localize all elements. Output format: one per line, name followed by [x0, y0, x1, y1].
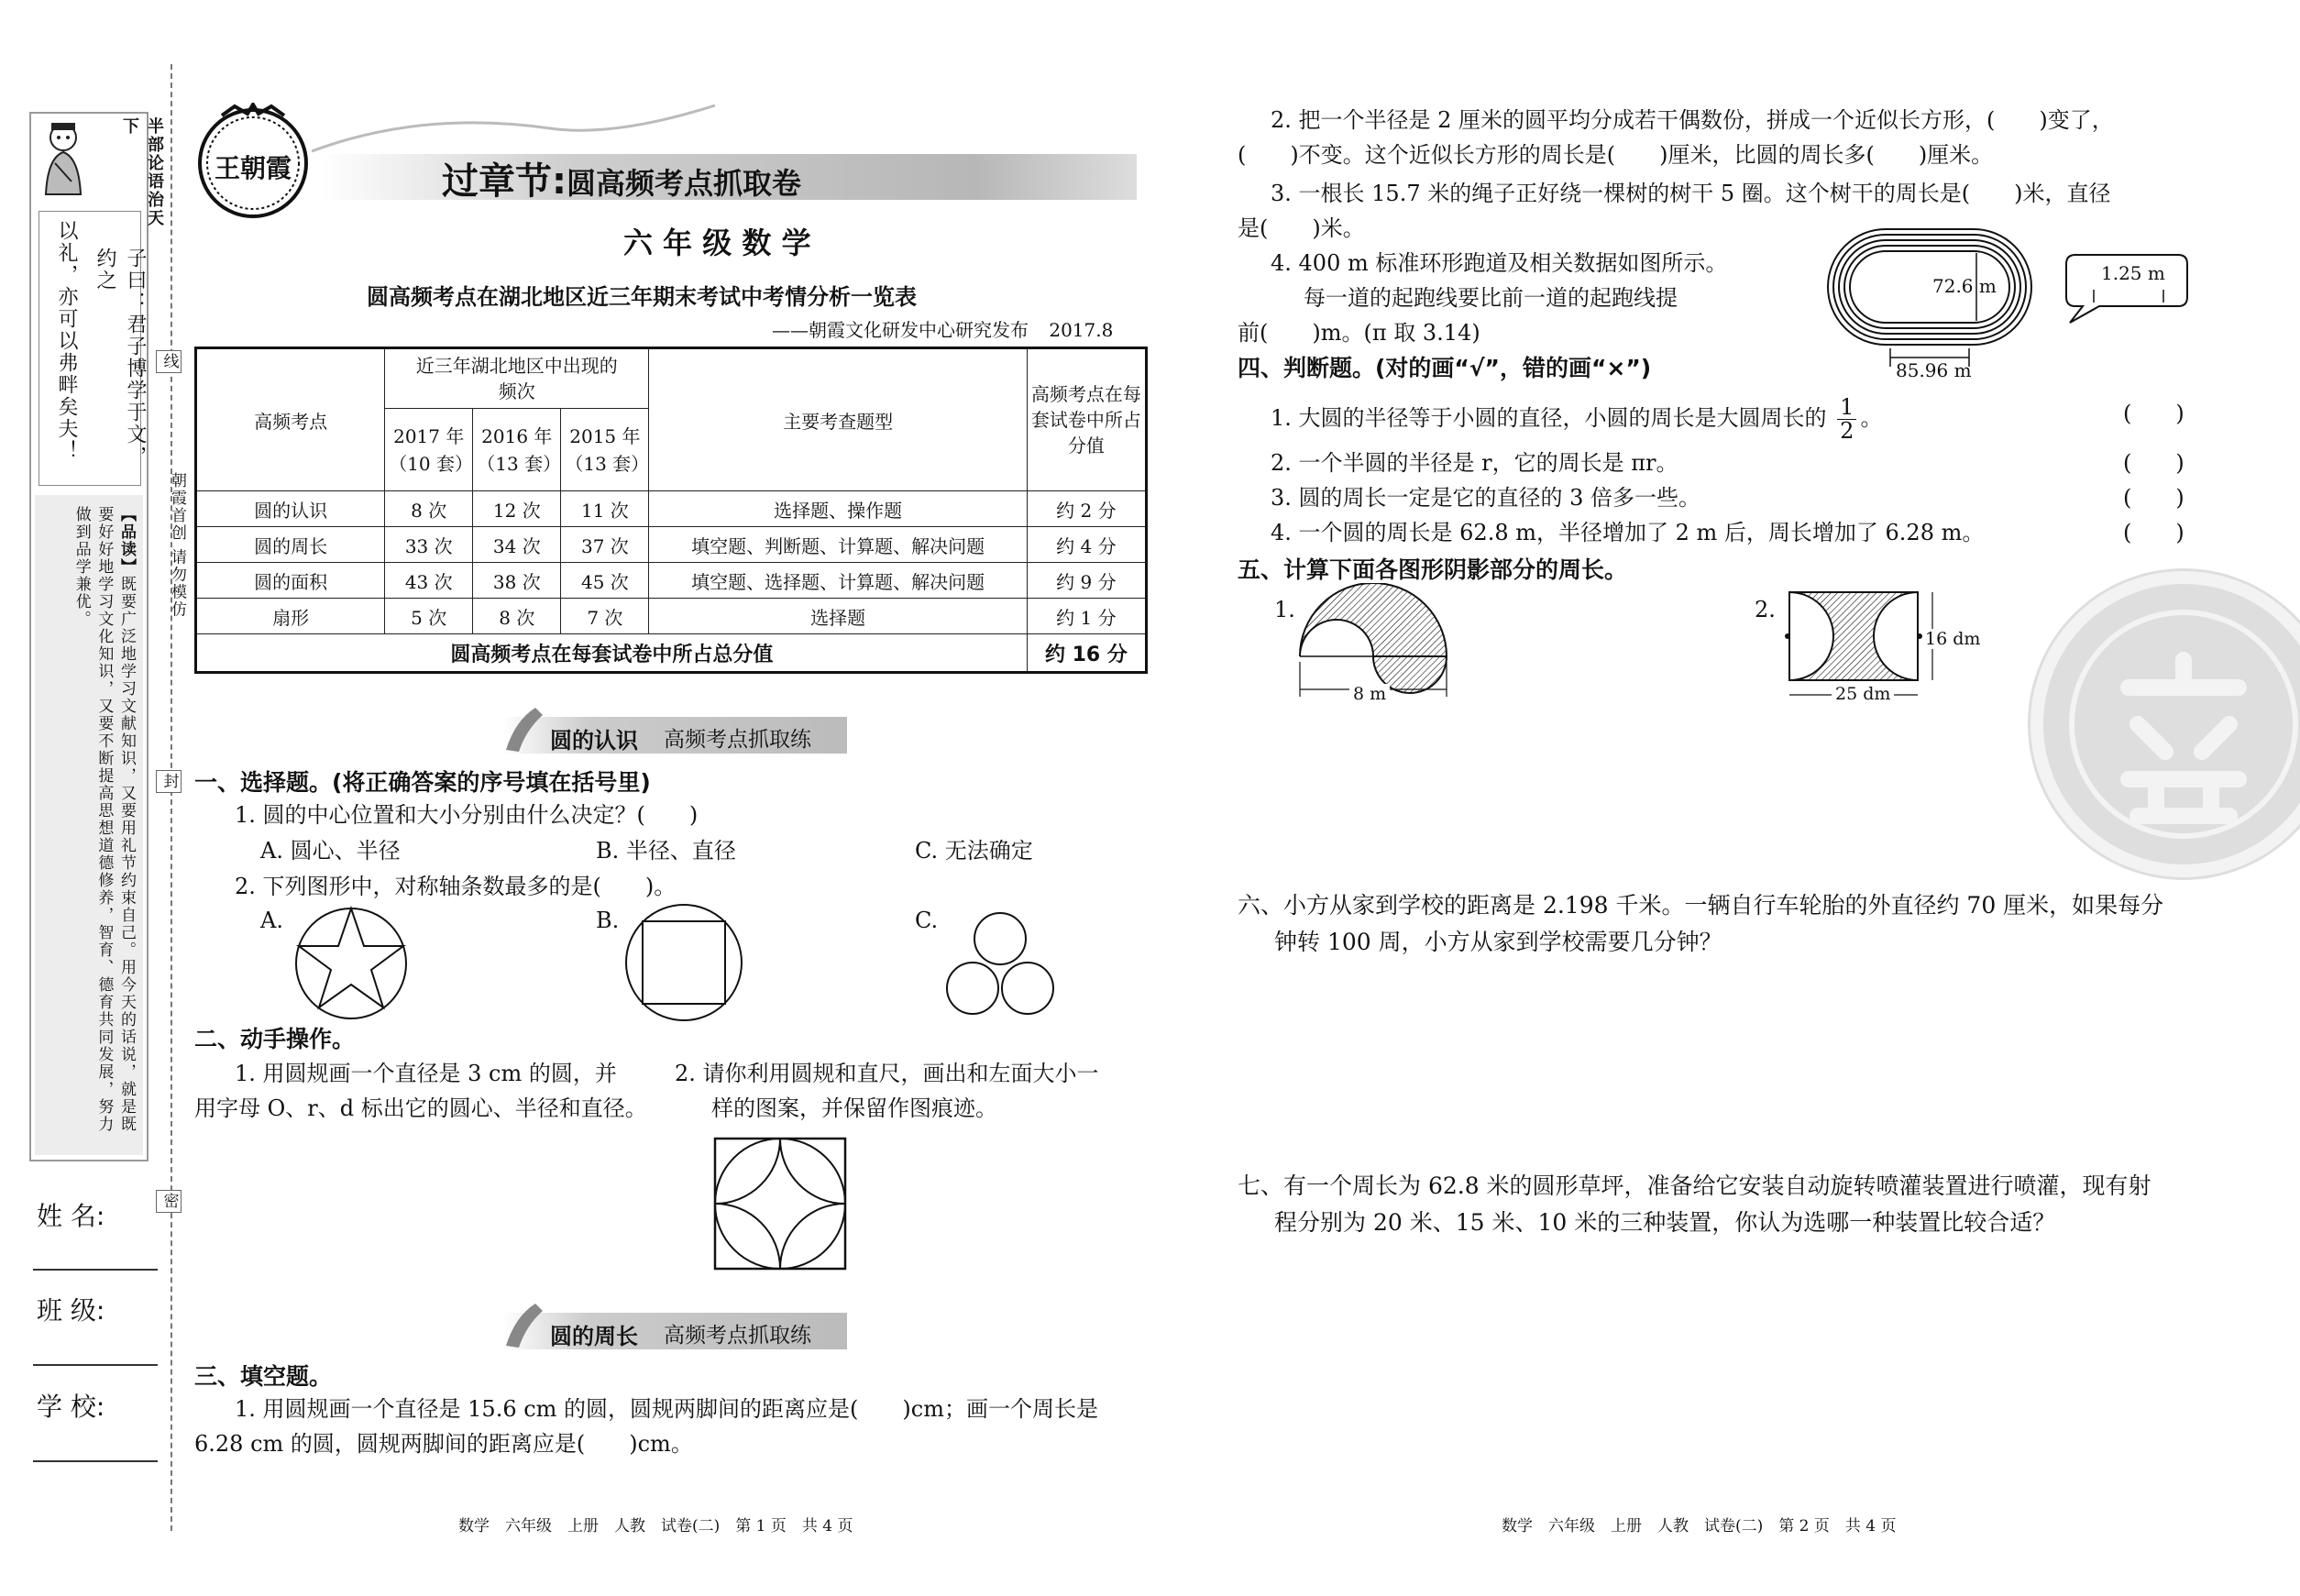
footer-right: 数学 六年级 上册 人教 试卷(二) 第 2 页 共 4 页 — [1502, 1517, 1897, 1535]
s2-q1-line2: 用字母 O、r、d 标出它的圆心、半径和直径。 — [194, 1095, 647, 1121]
s4-q4-answer[interactable]: ( ) — [2123, 520, 2184, 545]
school-line — [33, 1460, 158, 1462]
fraction-half — [1837, 396, 1856, 443]
cell-topic: 圆的面积 — [196, 563, 385, 599]
name-label: 姓 名: — [37, 1201, 105, 1231]
cell-2015: 37 次 — [561, 527, 649, 563]
title-main: 过章节 — [442, 160, 552, 203]
total-value: 约 16 分 — [1027, 634, 1146, 673]
cell-score: 约 1 分 — [1027, 599, 1146, 634]
s4-q4: 4. 一个圆的周长是 62.8 m，半径增加了 2 m 后，周长增加了 6.28 m。 — [1271, 520, 1985, 545]
s4-q3-answer[interactable]: ( ) — [2123, 485, 2184, 511]
s3-q2-line2: ( )不变。这个近似长方形的周长是( )厘米，比圆的周长多( )厘米。 — [1238, 142, 1994, 168]
s2-q2-line1: 2. 请你利用圆规和直尺，画出和左面大小一 — [675, 1061, 1099, 1086]
cell-topic: 圆的周长 — [196, 527, 385, 563]
table-total-row — [196, 634, 1147, 673]
title-ribbon — [312, 101, 724, 156]
cell-2015: 7 次 — [561, 599, 649, 634]
th-2016: 2016 年（13 套） — [473, 409, 561, 491]
s5-num-2: 2. — [1755, 597, 1776, 622]
s1-q2-label-b: B. — [596, 908, 620, 933]
class-label: 班 级: — [37, 1295, 105, 1326]
lane-width-label: 1.25 m — [2101, 262, 2165, 284]
s4-title: 四、判断题。(对的画“√”，错的画“×”) — [1238, 355, 1652, 381]
s1-title: 一、选择题。(将正确答案的序号填在括号里) — [194, 769, 651, 796]
cell-2016: 8 次 — [473, 599, 561, 634]
s6-line2: 钟转 100 周，小方从家到学校需要几分钟？ — [1274, 929, 1722, 955]
binding-mark-xian: 线 — [156, 350, 182, 373]
s7-line1: 七、有一个周长为 62.8 米的圆形草坪，准备给它安装自动旋转喷灌装置进行喷灌，现有射 — [1238, 1172, 2151, 1199]
cell-score: 约 4 分 — [1027, 527, 1146, 563]
pinread-tag: 【品读】 — [117, 506, 136, 576]
s1-q1-b: B. 半径、直径 — [596, 838, 736, 864]
th-freq: 近三年湖北地区中出现的频次 — [385, 348, 649, 409]
banner-2-rest: 高频考点抓取练 — [664, 1324, 811, 1348]
s4-q1 — [1271, 396, 1882, 443]
cell-score: 约 2 分 — [1027, 491, 1146, 527]
cell-topic: 扇形 — [196, 599, 385, 634]
title-sub: 圆高频考点抓取卷 — [567, 166, 802, 201]
source-year: 2017.8 — [1049, 319, 1114, 341]
s3-q1-line2: 6.28 cm 的圆，圆规两脚间的距离应是( )cm。 — [194, 1431, 693, 1457]
s1-q1: 1. 圆的中心位置和大小分别由什么决定？( ) — [235, 802, 699, 828]
s3-q4-line2: 每一道的起跑线要比前一道的起跑线提 — [1304, 285, 1678, 311]
sidebar-quote-1: 子曰：君子博学于文，约之 — [94, 248, 147, 468]
stats-table — [194, 347, 1148, 674]
stats-table-wrap — [194, 347, 1148, 674]
table-row — [196, 491, 1147, 527]
s1-q2-label-c: C. — [915, 908, 939, 933]
s3-q3-line2: 是( )米。 — [1238, 215, 1365, 241]
sidebar-motto: 半部论语治天下 — [120, 117, 164, 227]
s4-q1-text: 1. 大圆的半径等于小圆的直径，小圆的周长是大圆周长的 — [1271, 405, 1827, 432]
th-2015: 2015 年（13 套） — [561, 409, 649, 491]
logo — [194, 103, 312, 220]
track-width-label: 72.6 m — [1932, 275, 1997, 297]
sidebar-portrait — [35, 117, 92, 196]
s2-q2-line2: 样的图案，并保留作图痕迹。 — [711, 1095, 997, 1121]
figure-1-dim: 8 m — [1349, 684, 1390, 704]
banner-1-bold: 圆的认识 — [550, 728, 638, 754]
cell-2017: 5 次 — [385, 599, 473, 634]
logo-text: 王朝霞 — [214, 153, 292, 183]
s3-q2-line1: 2. 把一个半径是 2 厘米的圆平均分成若干偶数份，拼成一个近似长方形，( )变了， — [1271, 107, 2114, 133]
s5-num-1: 1. — [1274, 597, 1295, 622]
sidebar-pinread — [42, 506, 138, 1148]
table-source — [772, 315, 1113, 342]
class-line — [33, 1364, 158, 1366]
cell-score: 约 9 分 — [1027, 563, 1146, 599]
petal-pattern-figure — [713, 1137, 847, 1271]
s7-line2: 程分别为 20 米、15 米、10 米的三种装置，你认为选哪一种装置比较合适？ — [1274, 1209, 2056, 1236]
s1-q1-a: A. 圆心、半径 — [260, 838, 401, 864]
footer-left: 数学 六年级 上册 人教 试卷(二) 第 1 页 共 4 页 — [458, 1517, 853, 1535]
s3-q3-line1: 3. 一根长 15.7 米的绳子正好绕一棵树的树干 5 圈。这个树干的周长是( )米，直径 — [1271, 181, 2111, 206]
cell-2015: 45 次 — [561, 563, 649, 599]
section-banner-2 — [502, 1313, 847, 1349]
name-line — [33, 1269, 158, 1271]
s4-q1-end: 。 — [1860, 405, 1883, 432]
total-label: 圆高频考点在每套试卷中所占总分值 — [196, 634, 1028, 673]
track-length-label: 85.96 m — [1896, 359, 1972, 381]
figure-2-dim-height: 16 dm — [1925, 629, 1981, 649]
s2-title: 二、动手操作。 — [194, 1026, 356, 1052]
square-in-circle-figure — [623, 902, 744, 1023]
s4-q2: 2. 一个半圆的半径是 r，它的周长是 πr。 — [1271, 450, 1678, 476]
sidebar-quote-2: 以礼，亦可以弗畔矣夫！ — [55, 220, 78, 462]
th-score: 高频考点在每套试卷中所占分值 — [1027, 348, 1146, 491]
cell-2017: 43 次 — [385, 563, 473, 599]
three-circles-figure — [942, 911, 1058, 1018]
cell-types: 选择题 — [649, 599, 1027, 634]
cell-types: 选择题、操作题 — [649, 491, 1027, 527]
s1-q2: 2. 下列图形中，对称轴条数最多的是( )。 — [235, 874, 677, 899]
binding-line — [171, 64, 172, 1531]
th-types: 主要考查题型 — [649, 348, 1027, 491]
cell-2016: 12 次 — [473, 491, 561, 527]
secret-seal-watermark — [2028, 568, 2300, 880]
banner-2-bold: 圆的周长 — [550, 1324, 638, 1349]
cell-2017: 8 次 — [385, 491, 473, 527]
star-in-circle-figure — [293, 906, 409, 1021]
binding-mark-feng: 封 — [156, 770, 182, 793]
s4-q1-answer[interactable]: ( ) — [2123, 401, 2184, 426]
school-label: 学 校: — [37, 1392, 105, 1422]
th-topic: 高频考点 — [196, 348, 385, 491]
s6-line1: 六、小方从家到学校的距离是 2.198 千米。一辆自行车轮胎的外直径约 70 厘米，如果每分 — [1238, 892, 2164, 919]
cell-2016: 38 次 — [473, 563, 561, 599]
title-colon: : — [552, 160, 567, 203]
fraction-numerator: 1 — [1837, 396, 1856, 420]
pinread-text: 既要广泛地学习文献知识，又要用礼节约束自己。用今天的话说，就是既要好好地学习文化知识，又要不断提高思想道德修养，智育、德育共同发展，努力做到品学兼优。 — [72, 506, 136, 1133]
binding-note: 朝霞首创 请勿模仿 — [168, 472, 186, 619]
s4-q2-answer[interactable]: ( ) — [2123, 450, 2184, 476]
s3-title: 三、填空题。 — [194, 1363, 333, 1390]
section-banner-1 — [502, 717, 847, 754]
s2-q1-line1: 1. 用圆规画一个直径是 3 cm 的圆，并 — [235, 1061, 617, 1086]
s3-q1-line1: 1. 用圆规画一个直径是 15.6 cm 的圆，圆规两脚间的距离应是( )cm；画一个周长是 — [235, 1396, 1098, 1422]
s1-q1-c: C. 无法确定 — [915, 838, 1033, 864]
banner-1-rest: 高频考点抓取练 — [664, 728, 811, 752]
cell-2015: 11 次 — [561, 491, 649, 527]
cell-2016: 34 次 — [473, 527, 561, 563]
grade-subject: 六 年 级 数 学 — [623, 226, 811, 260]
table-row — [196, 527, 1147, 563]
page-title — [442, 152, 801, 204]
table-row — [196, 563, 1147, 599]
cell-2017: 33 次 — [385, 527, 473, 563]
cell-topic: 圆的认识 — [196, 491, 385, 527]
th-2017: 2017 年（10 套） — [385, 409, 473, 491]
fraction-denominator: 2 — [1840, 418, 1854, 445]
table-row — [196, 599, 1147, 634]
cell-types: 填空题、选择题、计算题、解决问题 — [649, 563, 1027, 599]
s3-q4-line1: 4. 400 m 标准环形跑道及相关数据如图所示。 — [1271, 250, 1728, 276]
s5-title: 五、计算下面各图形阴影部分的周长。 — [1238, 556, 1628, 583]
binding-mark-mi: 密 — [156, 1190, 182, 1213]
s4-q3: 3. 圆的周长一定是它的直径的 3 倍多一些。 — [1271, 485, 1701, 511]
s1-q2-label-a: A. — [260, 908, 283, 933]
cell-types: 填空题、判断题、计算题、解决问题 — [649, 527, 1027, 563]
figure-2-dim-width: 25 dm — [1832, 684, 1894, 704]
source-text: ——朝霞文化研发中心研究发布 — [772, 319, 1029, 341]
s3-q4-line3: 前( )m。(π 取 3.14) — [1238, 320, 1480, 346]
table-caption: 圆高频考点在湖北地区近三年期末考试中考情分析一览表 — [367, 284, 917, 310]
